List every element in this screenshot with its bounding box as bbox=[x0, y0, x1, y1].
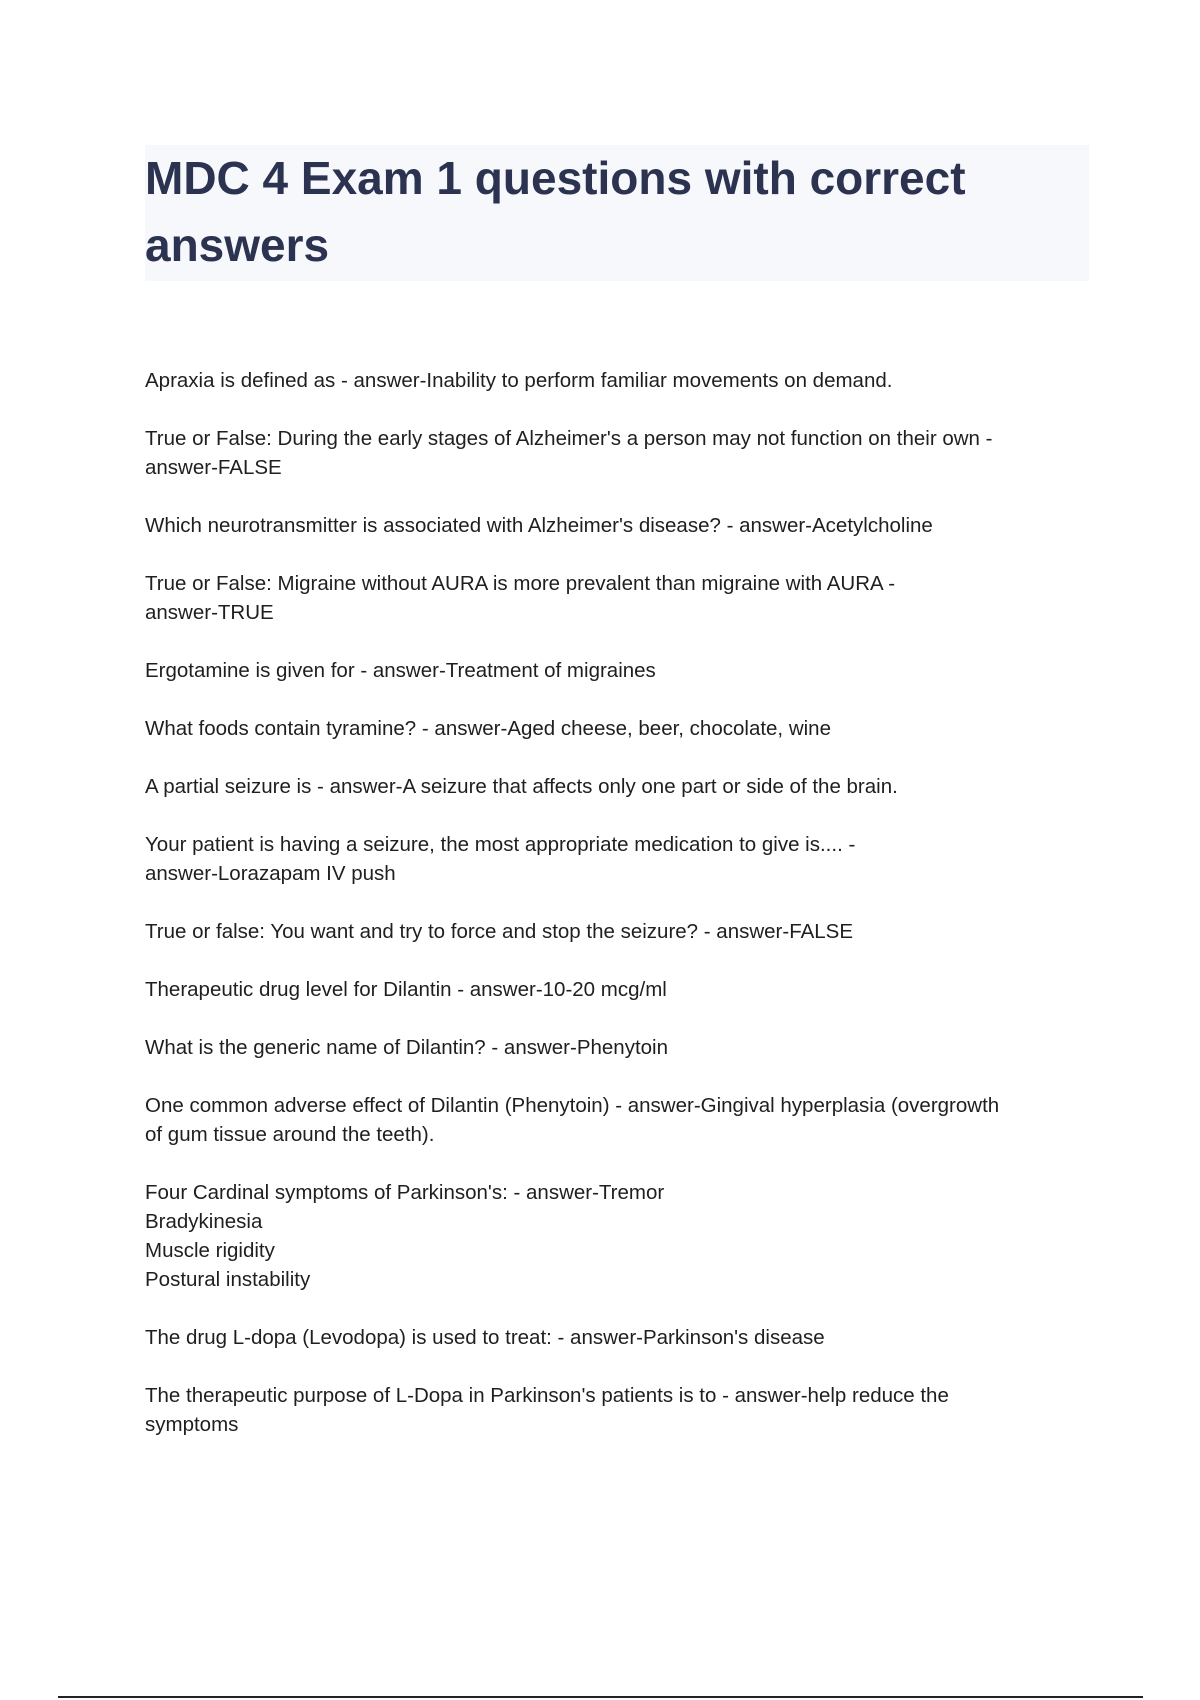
qa-item: One common adverse effect of Dilantin (Phenytoin) - answer-Gingival hyperplasia (overgrowth of gum tissue around the teeth). bbox=[145, 1094, 1000, 1146]
qa-item: True or false: You want and try to force and stop the seizure? - answer-FALSE bbox=[145, 920, 854, 943]
qa-item: A partial seizure is - answer-A seizure that affects only one part or side of the brain. bbox=[145, 775, 898, 798]
qa-item: Which neurotransmitter is associated with Alzheimer's disease? - answer-Acetylcholine bbox=[145, 514, 933, 537]
qa-item: The drug L-dopa (Levodopa) is used to treat: - answer-Parkinson's disease bbox=[145, 1326, 825, 1349]
qa-item: Four Cardinal symptoms of Parkinson's: - answer-Tremor Bradykinesia Muscle rigidity Postural instability bbox=[145, 1181, 665, 1291]
qa-item: Therapeutic drug level for Dilantin - answer-10-20 mcg/ml bbox=[145, 978, 667, 1001]
qa-item: What foods contain tyramine? - answer-Aged cheese, beer, chocolate, wine bbox=[145, 717, 831, 740]
qa-item: Apraxia is defined as - answer-Inability to perform familiar movements on demand. bbox=[145, 369, 893, 392]
title-banner bbox=[145, 145, 1089, 281]
page-title: MDC 4 Exam 1 questions with correct answers bbox=[145, 152, 966, 271]
footer-divider bbox=[58, 1696, 1143, 1698]
qa-item: True or False: Migraine without AURA is more prevalent than migraine with AURA - answer-TRUE bbox=[145, 572, 896, 624]
qa-item: The therapeutic purpose of L-Dopa in Parkinson's patients is to - answer-help reduce the symptoms bbox=[145, 1384, 949, 1436]
qa-item: True or False: During the early stages of Alzheimer's a person may not function on their own - answer-FALSE bbox=[145, 427, 993, 479]
qa-item: Your patient is having a seizure, the most appropriate medication to give is.... - answer-Lorazapam IV push bbox=[145, 833, 856, 885]
qa-item: Ergotamine is given for - answer-Treatment of migraines bbox=[145, 659, 656, 682]
qa-item: What is the generic name of Dilantin? - answer-Phenytoin bbox=[145, 1036, 669, 1059]
qa-list bbox=[145, 366, 1090, 1468]
